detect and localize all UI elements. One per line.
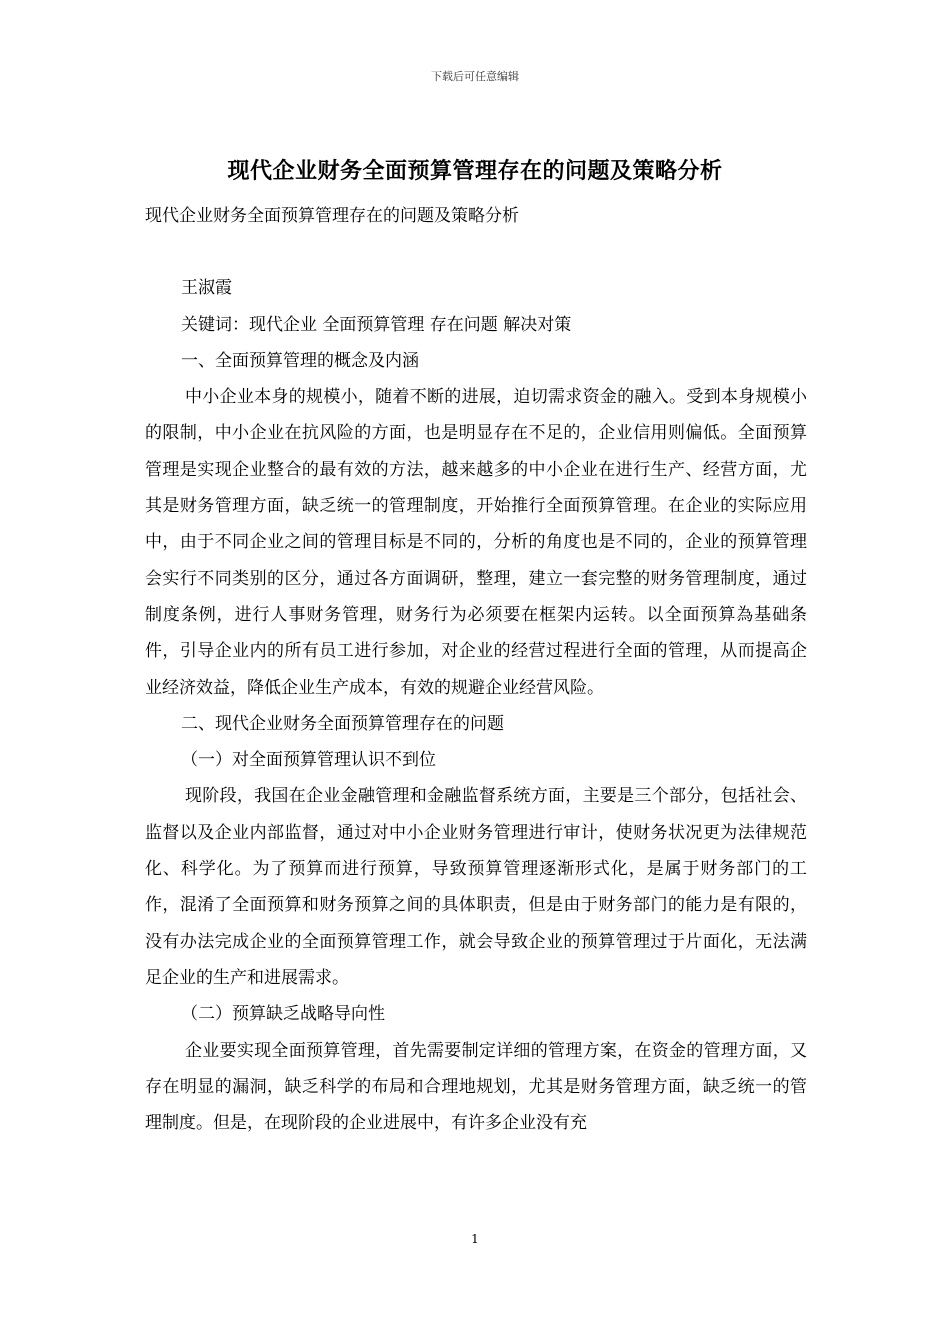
section-heading-2: 二、现代企业财务全面预算管理存在的问题 bbox=[181, 713, 504, 734]
body-paragraph-1: 中小企业本身的规模小，随着不断的进展，迫切需求资金的融入。受到本身规模小的限制，中小企业在抗风险的方面，也是明显存在不足的，企业信用则偏低。全面预算管理是实现企业整合的最有效的方法，越来越多的中小企业在进行生产、经营方面，尤其是财务管理方面，缺乏统一的管理制度，开始推行全面预算管理。在企业的实际应用中，由于不同企业之间的管理目标是不同的，分析的角度也是不同的，企业的预算管理会实行不同类别的区分，通过各方面调研，整理，建立一套完整的财务管理制度，通过制度条例，进行人事财务管理，财务行为必须要在框架内运转。以全面预算為基础条件，引导企业内的所有员工进行参加，对企业的经营过程进行全面的管理，从而提高企业经济效益，降低企业生产成本，有效的规避企业经营风险。 bbox=[145, 387, 807, 698]
blank-line bbox=[145, 234, 807, 270]
document-subtitle: 现代企业财务全面预算管理存在的问题及策略分析 bbox=[145, 206, 519, 226]
section-heading-1: 一、全面预算管理的概念及内涵 bbox=[181, 350, 419, 371]
header-note: 下载后可任意编辑 bbox=[431, 70, 519, 83]
subsection-heading-2-2: （二）预算缺乏战略导向性 bbox=[181, 1004, 385, 1025]
body-paragraph-2: 现阶段，我国在企业金融管理和金融监督系统方面，主要是三个部分，包括社会、监督以及企业内部监督，通过对中小企业财务管理进行审计，使财务状况更为法律规范化、科学化。为了预算而进行预算，导致预算管理逐渐形式化，是属于财务部门的工作，混淆了全面预算和财务预算之间的具体职责，但是由于财务部门的能力是有限的，没有办法完成企业的全面预算管理工作，就会导致企业的预算管理过于片面化，无法满足企业的生产和进展需求。 bbox=[145, 786, 807, 988]
page-number: 1 bbox=[471, 1232, 479, 1246]
keywords-line: 关键词：现代企业 全面预算管理 存在问题 解决对策 bbox=[181, 314, 572, 335]
document-title: 现代企业财务全面预算管理存在的问题及策略分析 bbox=[227, 158, 723, 184]
subsection-heading-2-1: （一）对全面预算管理认识不到位 bbox=[181, 750, 436, 771]
document-body bbox=[145, 198, 807, 1141]
author-name: 王淑霞 bbox=[181, 278, 232, 299]
body-paragraph-3: 企业要实现全面预算管理，首先需要制定详细的管理方案，在资金的管理方面，又存在明显的漏洞，缺乏科学的布局和合理地规划，尤其是财务管理方面，缺乏统一的管理制度。但是，在现阶段的企业进展中，有许多企业没有充 bbox=[145, 1040, 807, 1134]
